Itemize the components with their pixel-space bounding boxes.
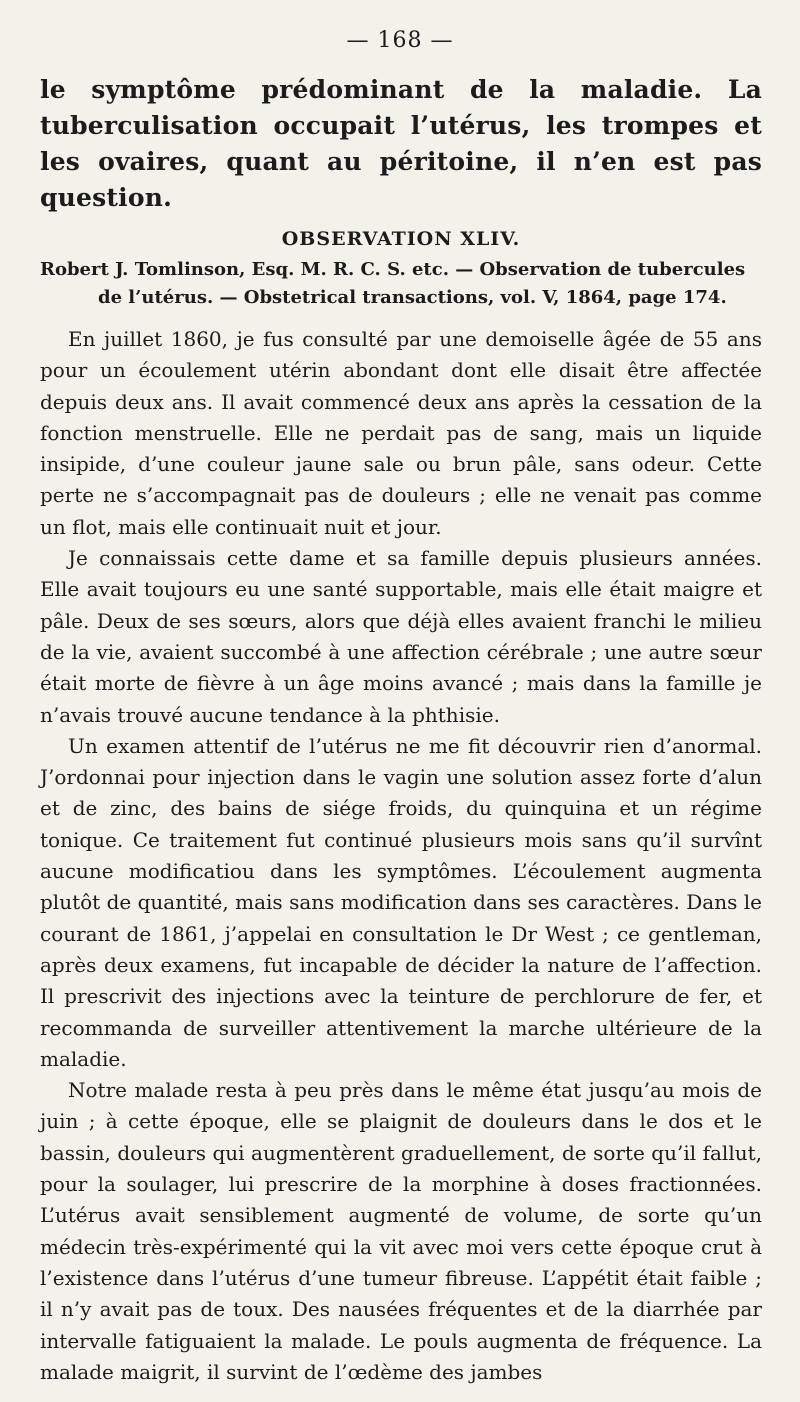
body-paragraph-3: Un examen attentif de l’utérus ne me fit découvrir rien d’anormal. J’ordonnai pour injection dans le vagin une solution assez forte d’alun et de zinc, des bains de siége froids, du quinquina et un régime tonique. Ce traitement fut continué plusieurs mois sans qu’il survînt aucune modificatiou dans les symptômes. L’écoulement augmenta plutôt de quantité, mais sans modification dans ses caractères. Dans le courant de 1861, j’appelai en consultation le Dr West ; ce gentleman, après deux examens, fut incapable de décider la nature de l’affection. Il prescrivit des injections avec la teinture de perchlorure de fer, et recommanda de surveiller attentivement la marche ultérieure de la maladie. (40, 733, 762, 1071)
reference-line-2: de l’utérus. — Obstetrical transactions, vol. V, 1864, page 174. (98, 287, 727, 308)
body-paragraph-4: Notre malade resta à peu près dans le même état jusqu’au mois de juin ; à cette époque, elle se plaignit de douleurs dans le dos et le bassin, douleurs qui augmentèrent graduellement, de sorte qu’il fallut, pour la soulager, lui prescrire de la morphine à doses fractionnées. L’utérus avait sensiblement augmenté de volume, de sorte qu’un médecin très-expérimenté qui la vit avec moi vers cette époque crut à l’existence dans l’utérus d’une tumeur fibreuse. L’appétit était faible ; il n’y avait pas de toux. Des nausées fréquentes et de la diarrhée par intervalle fatiguaient la malade. Le pouls augmenta de fréquence. La malade maigrit, il survint de l’œdème des jambes (40, 1078, 762, 1384)
body-paragraph-2: Je connaissais cette dame et sa famille depuis plusieurs années. Elle avait toujours eu une santé supportable, mais elle était maigre et pâle. Deux de ses sœurs, alors que déjà elles avaient franchi le milieu de la vie, avaient succombé à une affection cérébrale ; une autre sœur était morte de fièvre à un âge moins avancé ; mais dans la famille je n’avais trouvé aucune tendance à la phthisie. (40, 546, 762, 727)
lead-section (40, 72, 762, 216)
lead-paragraph: le symptôme prédominant de la maladie. La tuberculisation occupait l’utérus, les trompes et les ovaires, quant au péritoine, il n’en est pas question. (40, 75, 762, 212)
observation-title: OBSERVATION XLIV. (281, 228, 521, 250)
body-paragraph-1: En juillet 1860, je fus consulté par une demoiselle âgée de 55 ans pour un écoulement utérin abondant dont elle disait être affectée depuis deux ans. Il avait commencé deux ans après la cessation de la fonction menstruelle. Elle ne perdait pas de sang, mais un liquide insipide, d’une couleur jaune sale ou brun pâle, sans odeur. Cette perte ne s’accompagnait pas de douleurs ; elle ne venait pas comme un flot, mais elle continuait nuit et jour. (40, 327, 762, 539)
observation-reference (40, 256, 762, 312)
page-text (40, 72, 762, 1388)
reference-line-1: Robert J. Tomlinson, Esq. M. R. C. S. etc. — Observation de tubercules (40, 259, 746, 280)
observation-body (40, 324, 762, 1388)
page-number: — 168 — (346, 28, 454, 53)
